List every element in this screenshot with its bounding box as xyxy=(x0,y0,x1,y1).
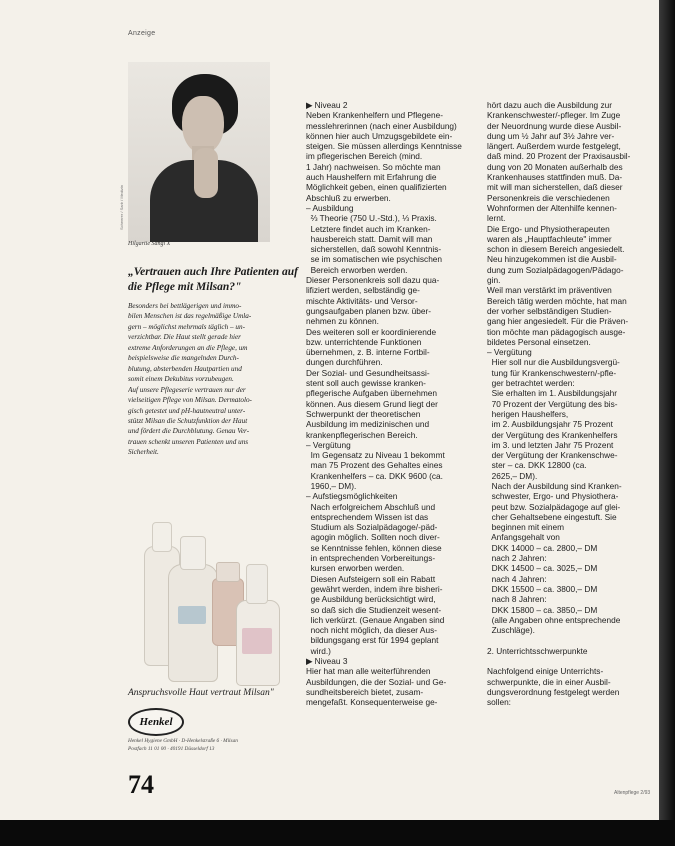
article-line: 2. Unterrichtsschwerpunkte xyxy=(487,645,588,656)
article-line: ▶ Niveau 3 xyxy=(306,656,348,667)
article-line: steigen. Sie müssen allerdings Kenntnisse xyxy=(306,141,462,152)
article-line: Ausbildung im medizinischen und xyxy=(306,419,430,430)
article-line: lich verkürzt. (Genaue Angaben sind xyxy=(306,614,445,625)
article-line: Sie erhalten im 1. Ausbildungsjahr xyxy=(487,388,618,399)
article-line: Krankenschwester/-pfleger. Im Zuge xyxy=(487,110,621,121)
article-line: DKK 14500 – ca. 3025,– DM xyxy=(487,563,598,574)
article-line: Diesen Aufsteigern soll ein Rabatt xyxy=(306,573,436,584)
article-line: Bereich tätig werden möchte, hat man xyxy=(487,295,627,306)
article-line: Möglichkeit geben, einen qualifizierten xyxy=(306,182,447,193)
small-jar-cap xyxy=(216,562,240,582)
article-line: Schwerpunkt der theoretischen xyxy=(306,408,421,419)
page-edge-shadow xyxy=(659,0,675,846)
article-line: im 3. und letzten Jahr 75 Prozent xyxy=(487,439,614,450)
article-line: Der Sozial- und Gesundheitsassi- xyxy=(306,367,430,378)
article-line: se Kenntnisse fehlen, können diese xyxy=(306,542,442,553)
lotion-bottle-label xyxy=(242,628,272,654)
article-line: – Vergütung xyxy=(306,439,351,450)
article-line: bildetes Personal einsetzen. xyxy=(487,336,591,347)
article-line: mischte Aktivitäts- und Versor- xyxy=(306,295,418,306)
article-line: Dieser Personenkreis soll dazu qua- xyxy=(306,275,440,286)
article-line: Hier hat man alle weiterführenden xyxy=(306,666,431,677)
article-line: wird.) xyxy=(306,645,331,656)
photo-hand xyxy=(194,148,218,198)
article-line: stent soll auch gewisse kranken- xyxy=(306,378,426,389)
article-line: – Aufstiegsmöglichkeiten xyxy=(306,491,398,502)
article-line: Neu hinzugekommen ist die Ausbil- xyxy=(487,254,617,265)
lotion-bottle-cap xyxy=(246,564,268,604)
article-line: schwester, Ergo- und Physiothera- xyxy=(487,491,619,502)
article-line: sundheitsbereich bietet, zusam- xyxy=(306,686,424,697)
article-line: in entsprechenden Vorbereitungs- xyxy=(306,553,436,564)
article-line: ger betrachtet werden: xyxy=(487,378,575,389)
article-line: dung zum Sozialpädagogen/Pädago- xyxy=(487,264,624,275)
article-line: Hier soll nur die Ausbildungsvergü- xyxy=(487,357,620,368)
article-line: herigen Haushelfers, xyxy=(487,408,569,419)
article-line: Weil man verstärkt im präventiven xyxy=(487,285,612,296)
article-line: übernehmen, z. B. interne Fortbil- xyxy=(306,347,430,358)
article-line xyxy=(487,656,659,666)
ad-body-text xyxy=(128,301,302,458)
article-line: Studium als Sozialpädagoge/-päd- xyxy=(306,522,438,533)
page-number: 74 xyxy=(128,770,154,799)
ad-body-line: gern – möglichst mehrmals täglich – un- xyxy=(128,322,245,331)
article-line: der Vergütung des Krankenhelfers xyxy=(487,429,618,440)
article-line: im pflegerischen Bereich (mind. xyxy=(306,151,423,162)
issue-footer: Altenpflege 2/93 xyxy=(614,790,651,796)
article-line: nach 8 Jahren: xyxy=(487,594,547,605)
article-line: können. Aus diesem Grund liegt der xyxy=(306,398,438,409)
ad-body-line: trauen schenkt unseren Patienten und uns xyxy=(128,437,249,446)
article-line: nehmen zu können. xyxy=(306,316,379,327)
article-line: entsprechendem Wissen ist das xyxy=(306,511,429,522)
article-line: können hier auch Umzugsgebildete ein- xyxy=(306,130,453,141)
article-line: Nach der Ausbildung sind Kranken- xyxy=(487,480,622,491)
article-line: 1 Jahr) nachweisen. So möchte man xyxy=(306,161,441,172)
article-line: der Neuordnung wurde diese Ausbil- xyxy=(487,120,622,131)
ad-body-line: blutung, absterbenden Hautpartien und xyxy=(128,364,242,373)
article-line: schon in diesem Bereich angesiedelt. xyxy=(487,244,625,255)
article-line: dungen durchführen. xyxy=(306,357,383,368)
article-line: se im somatischen wie psychischen xyxy=(306,254,443,265)
ad-body-line: extreme Anforderungen an die Pflege, um xyxy=(128,343,248,352)
article-line: ster – ca. DKK 12800 (ca. xyxy=(487,460,587,471)
article-line: gungsaufgaben planen bzw. über- xyxy=(306,305,432,316)
article-line: DKK 14000 – ca. 2800,– DM xyxy=(487,542,598,553)
ad-body-line: verzichtbar. Die Haut stellt gerade hier xyxy=(128,333,241,342)
article-line: beginnen mit einem xyxy=(487,522,565,533)
article-line: cher Gehaltsebene eingestuft. Sie xyxy=(487,511,617,522)
tall-bottle-cap xyxy=(152,522,172,552)
ad-body-line: somit einem Dekubitus vorzubeugen. xyxy=(128,375,234,384)
article-line: der Vergütung der Krankenschwe- xyxy=(487,450,618,461)
ad-body-line: Sicherheit. xyxy=(128,448,159,457)
article-line: daß mind. 20 Prozent der Praxisausbil- xyxy=(487,151,631,162)
photo-credit: Scheerer / Sarb / Medizin xyxy=(119,184,124,230)
article-line: im 2. Ausbildungsjahr 75 Prozent xyxy=(487,419,613,430)
article-line: noch nicht möglich, da dieser Aus- xyxy=(306,625,437,636)
article-line: DKK 15500 – ca. 3800,– DM xyxy=(487,583,598,594)
article-line: 2625,– DM). xyxy=(487,470,538,481)
article-line: lernt. xyxy=(487,213,506,224)
article-line: bildungsgang erst für 1994 geplant xyxy=(306,635,439,646)
article-line: agogin möglich. Sollten noch diver- xyxy=(306,532,440,543)
large-bottle-label xyxy=(178,606,206,624)
article-line: 1960,– DM). xyxy=(306,480,357,491)
article-line: 70 Prozent der Vergütung des bis- xyxy=(487,398,618,409)
article-line: pflegerische Aufgaben übernehmen xyxy=(306,388,438,399)
article-line: Krankenhelfers – ca. DKK 9600 (ca. xyxy=(306,470,443,481)
article-line: gang hier angesiedelt. Für die Präven- xyxy=(487,316,629,327)
article-line: dung um ½ Jahr auf 3½ Jahre ver- xyxy=(487,130,615,141)
article-line: dungsverordnung festgelegt werden xyxy=(487,686,620,697)
article-line: hausbereich statt. Damit will man xyxy=(306,233,433,244)
article-line: Neben Krankenhelfern und Pflegene- xyxy=(306,110,443,121)
article-line: kursen erworben werden. xyxy=(306,563,405,574)
article-line: Letztere findet auch im Kranken- xyxy=(306,223,431,234)
article-line: Krankenhauses stattfinden muß. Da- xyxy=(487,172,623,183)
article-line: so daß sich die Studienzeit wesent- xyxy=(306,604,442,615)
section-label: Anzeige xyxy=(128,30,156,37)
article-line: Abschluß zu erwerben. xyxy=(306,192,391,203)
ad-body-line: gisch getestet und pH-hautneutral unter- xyxy=(128,406,246,415)
ad-body-line: Auf unsere Pflegeserie vertrauen nur der xyxy=(128,385,246,394)
article-line: lifiziert werden, selbständig ge- xyxy=(306,285,420,296)
article-line: ▶ Niveau 2 xyxy=(306,100,348,110)
article-line: Nach erfolgreichem Abschluß und xyxy=(306,501,436,512)
ad-body-line: Besonders bei bettlägerigen und immo- xyxy=(128,302,242,310)
article-line: Zuschläge). xyxy=(487,625,535,636)
article-line: peut bzw. Sozialpädagoge auf glei- xyxy=(487,501,621,512)
address-line: Henkel Hygiene GmbH · D-Henkelstraße 6 · Milsan xyxy=(128,738,238,744)
ad-body-line: stützt Milsan die Schutzfunktion der Haut xyxy=(128,416,248,425)
article-line: sollen: xyxy=(487,697,511,708)
article-line: tung für Krankenschwestern/-pfle- xyxy=(487,367,617,378)
article-line: längert. Außerdem wurde festgelegt, xyxy=(487,141,621,152)
article-line: – Ausbildung xyxy=(306,202,354,213)
ad-headline: „Vertrauen auch Ihre Patienten auf die Pflege mit Milsan?" xyxy=(128,266,298,293)
article-line: nach 2 Jahren: xyxy=(487,553,547,564)
article-line: Nachfolgend einige Unterrichts- xyxy=(487,666,604,677)
article-line: Des weiteren soll er koordinierende xyxy=(306,326,437,337)
article-line: bzw. unterrichtende Funktionen xyxy=(306,336,422,347)
article-line: Wohnformen der Altenhilfe kennen- xyxy=(487,202,617,213)
article-line: DKK 15800 – ca. 3850,– DM xyxy=(487,604,598,615)
article-line xyxy=(487,635,659,645)
ad-body-line: bilen Menschen ist das regelmäßige Umla- xyxy=(128,312,252,321)
ad-body-line: beispielsweise die mangelnden Durch- xyxy=(128,354,239,363)
article-line: messlehrerinnen (nach einer Ausbildung) xyxy=(306,120,457,131)
article-column-2 xyxy=(306,100,490,708)
article-line: sicherstellen, daß sowohl Kenntnis- xyxy=(306,244,442,255)
article-line: Die Ergo- und Physiotherapeuten xyxy=(487,223,610,234)
ad-slogan: Anspruchsvolle Haut vertraut Milsan" xyxy=(128,688,274,698)
article-line: waren als „Hauptfachleute" immer xyxy=(487,233,612,244)
ad-body-line: und fördert die Durchblutung. Genau Ver- xyxy=(128,427,250,436)
article-line: nach 4 Jahren: xyxy=(487,573,547,584)
article-line: gin. xyxy=(487,275,501,286)
article-line: Im Gegensatz zu Niveau 1 bekommt xyxy=(306,450,445,461)
article-line: gewährt werden, indem ihre bisheri- xyxy=(306,583,443,594)
article-line: tion möchte man pädagogisch ausge- xyxy=(487,326,626,337)
article-line: hört dazu auch die Ausbildung zur xyxy=(487,100,613,110)
article-line: – Vergütung xyxy=(487,347,532,358)
article-line: dung von 20 Monaten außerhalb des xyxy=(487,161,623,172)
article-line: mengefaßt. Konsequenterweise ge- xyxy=(306,697,438,708)
portrait-photo xyxy=(128,62,270,242)
henkel-logo: Henkel xyxy=(128,708,184,736)
address-line: Postfach 11 01 00 · 40191 Düsseldorf 13 xyxy=(128,746,215,752)
article-line: krankenpflegerischen Bereich. xyxy=(306,429,418,440)
photo-caption: Hilgartie Sängl X xyxy=(128,241,171,247)
article-line: man 75 Prozent des Gehaltes eines xyxy=(306,460,443,471)
scan-bottom-border xyxy=(0,820,675,846)
article-line: Ausbildungen, die der Sozial- und Ge- xyxy=(306,676,447,687)
article-column-3 xyxy=(487,100,659,708)
article-line: der vorher selbständigen Studien- xyxy=(487,305,612,316)
product-bottles-image xyxy=(140,518,300,688)
large-bottle-cap xyxy=(180,536,206,570)
article-line: schwerpunkte, die in einer Ausbil- xyxy=(487,676,611,687)
article-line: mit will man sicherstellen, daß dieser xyxy=(487,182,623,193)
article-line: Personenkreis die verschiedenen xyxy=(487,192,610,203)
article-line: Anfangsgehalt von xyxy=(487,532,560,543)
article-line: ge Ausbildung berücksichtigt wird, xyxy=(306,594,436,605)
article-line: auch Haushelfern mit Erfahrung die xyxy=(306,172,437,183)
article-line: (alle Angaben ohne entsprechende xyxy=(487,614,621,625)
ad-body-line: vielseitigen Pflege von Milsan. Dermatolo- xyxy=(128,396,252,405)
ad-address xyxy=(128,737,308,753)
article-line: Bereich erworben werden. xyxy=(306,264,408,275)
article-line: ⅔ Theorie (750 U.-Std.), ⅓ Praxis. xyxy=(306,213,437,224)
